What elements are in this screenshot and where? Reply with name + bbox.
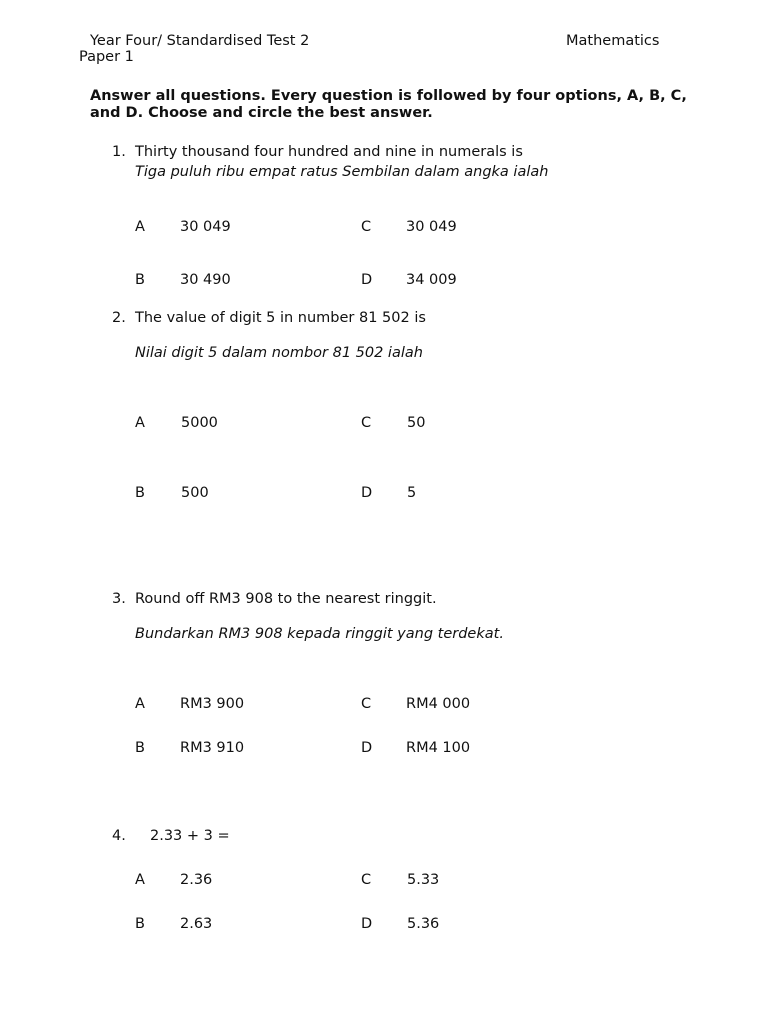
paper-label: Paper 1 (79, 49, 134, 65)
option-d-value[interactable]: 5 (407, 485, 417, 501)
option-a-value[interactable]: 2.36 (180, 872, 213, 888)
option-c-letter[interactable]: C (361, 872, 372, 888)
question-translation: Bundarkan RM3 908 kepada ringgit yang terdekat. (135, 626, 504, 642)
option-b-letter[interactable]: B (135, 740, 145, 756)
option-b-value[interactable]: 500 (181, 485, 209, 501)
option-c-letter[interactable]: C (361, 696, 372, 712)
option-c-value[interactable]: 30 049 (406, 219, 457, 235)
option-d-value[interactable]: 5.36 (407, 916, 440, 932)
option-d-letter[interactable]: D (361, 916, 373, 932)
option-a-value[interactable]: 30 049 (180, 219, 231, 235)
question-number: 4. (112, 828, 126, 844)
option-b-value[interactable]: 30 490 (180, 272, 231, 288)
instructions: Answer all questions. Every question is followed by four options, A, B, C, and D. Choose and circle the best answer. (90, 88, 687, 121)
subject-label: Mathematics (566, 33, 660, 49)
question-text: The value of digit 5 in number 81 502 is (135, 310, 426, 326)
option-a-value[interactable]: RM3 900 (180, 696, 245, 712)
question-text: Round off RM3 908 to the nearest ringgit. (135, 591, 437, 607)
option-b-letter[interactable]: B (135, 272, 145, 288)
option-c-letter[interactable]: C (361, 219, 372, 235)
option-c-value[interactable]: 5.33 (407, 872, 440, 888)
option-d-value[interactable]: 34 009 (406, 272, 457, 288)
option-a-letter[interactable]: A (135, 219, 145, 235)
question-number: 3. (112, 591, 126, 607)
option-d-value[interactable]: RM4 100 (406, 740, 471, 756)
option-d-letter[interactable]: D (361, 740, 373, 756)
option-d-letter[interactable]: D (361, 272, 373, 288)
question-text: 2.33 + 3 = (150, 828, 230, 844)
option-d-letter[interactable]: D (361, 485, 373, 501)
option-a-letter[interactable]: A (135, 415, 145, 431)
option-c-value[interactable]: RM4 000 (406, 696, 471, 712)
option-b-letter[interactable]: B (135, 916, 145, 932)
question-text: Thirty thousand four hundred and nine in numerals is (135, 144, 523, 160)
option-b-letter[interactable]: B (135, 485, 145, 501)
test-title: Year Four/ Standardised Test 2 (90, 33, 310, 49)
question-number: 2. (112, 310, 126, 326)
option-c-value[interactable]: 50 (407, 415, 426, 431)
question-translation: Nilai digit 5 dalam nombor 81 502 ialah (135, 345, 423, 361)
option-b-value[interactable]: 2.63 (180, 916, 213, 932)
option-b-value[interactable]: RM3 910 (180, 740, 245, 756)
option-a-letter[interactable]: A (135, 696, 145, 712)
question-number: 1. (112, 144, 126, 160)
question-translation: Tiga puluh ribu empat ratus Sembilan dalam angka ialah (135, 164, 549, 180)
option-a-letter[interactable]: A (135, 872, 145, 888)
option-c-letter[interactable]: C (361, 415, 372, 431)
option-a-value[interactable]: 5000 (181, 415, 218, 431)
